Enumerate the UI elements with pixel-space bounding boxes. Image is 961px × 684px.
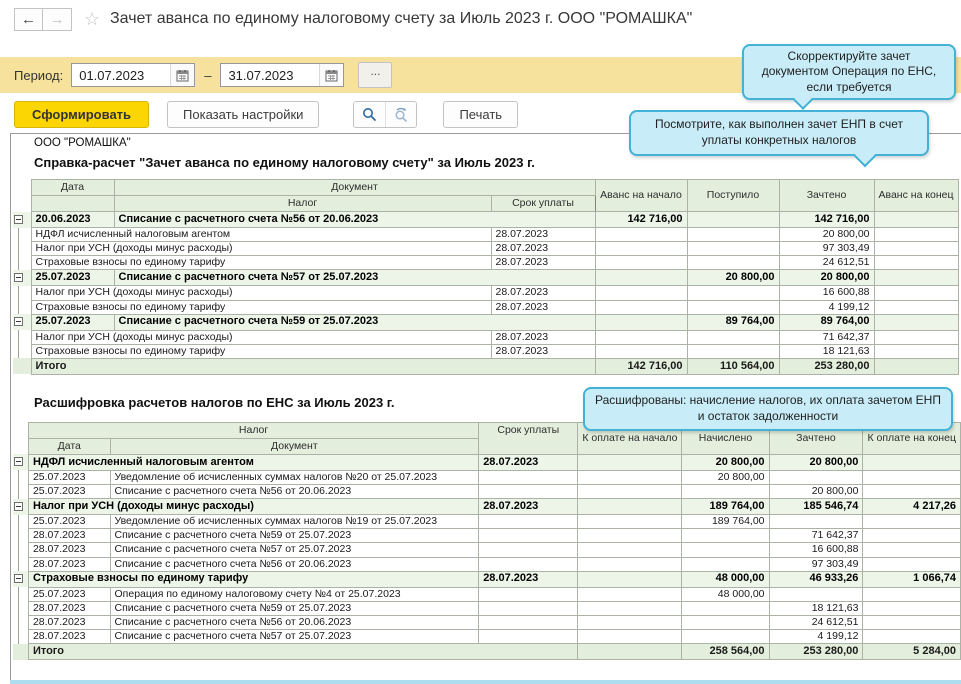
cell-value: 185 546,74 bbox=[769, 499, 863, 515]
collapse-group-icon[interactable] bbox=[14, 273, 23, 282]
cell-value bbox=[874, 270, 958, 286]
cell-value bbox=[682, 543, 769, 557]
bottom-scroll-strip[interactable] bbox=[10, 680, 961, 684]
cell-value bbox=[578, 485, 682, 499]
cell-value bbox=[874, 330, 958, 344]
collapse-group-icon[interactable] bbox=[14, 502, 23, 511]
cell-due: 28.07.2023 bbox=[479, 454, 578, 470]
nav-buttons bbox=[14, 8, 72, 31]
report-title-2: Расшифровка расчетов налогов по ЕНС за Июль 2023 г. bbox=[34, 394, 395, 410]
cell-value bbox=[682, 529, 769, 543]
cell-value bbox=[682, 485, 769, 499]
period-label: Период: bbox=[14, 67, 64, 83]
cell-value bbox=[578, 601, 682, 615]
cell-value: 24 612,51 bbox=[769, 615, 863, 629]
cell-value bbox=[595, 228, 687, 242]
cell-value bbox=[578, 529, 682, 543]
cell-value: 48 000,00 bbox=[682, 587, 769, 601]
cell-value bbox=[769, 470, 863, 484]
detail-row bbox=[13, 529, 961, 543]
cell-value: 18 121,63 bbox=[769, 601, 863, 615]
detail-row bbox=[13, 228, 958, 242]
cell-value: 142 716,00 bbox=[595, 358, 687, 374]
cell-value: 20 800,00 bbox=[779, 228, 874, 242]
search-icon[interactable] bbox=[354, 102, 385, 127]
cell-value bbox=[595, 344, 687, 358]
cell-date: 25.07.2023 bbox=[28, 587, 110, 601]
cell-due bbox=[479, 529, 578, 543]
total-row bbox=[13, 644, 961, 660]
cell-value bbox=[578, 587, 682, 601]
group-row bbox=[13, 212, 958, 228]
cell-value bbox=[863, 557, 961, 571]
cell-date: 25.07.2023 bbox=[31, 270, 114, 286]
cell-date: 28.07.2023 bbox=[28, 557, 110, 571]
cell-due bbox=[479, 630, 578, 644]
cell-value: 97 303,49 bbox=[769, 557, 863, 571]
cell-tax: Налог при УСН (доходы минус расходы) bbox=[31, 286, 491, 300]
cell-due bbox=[479, 543, 578, 557]
cell-value bbox=[769, 515, 863, 529]
detail-row bbox=[13, 286, 958, 300]
column-header: Документ bbox=[114, 180, 595, 196]
detail-row bbox=[13, 515, 961, 529]
cell-value bbox=[687, 286, 779, 300]
cell-value bbox=[595, 330, 687, 344]
group-row bbox=[13, 499, 961, 515]
cell-value bbox=[578, 571, 682, 587]
cell-value: 5 284,00 bbox=[863, 644, 961, 660]
cell-date: 28.07.2023 bbox=[28, 543, 110, 557]
cell-document: Списание с расчетного счета №59 от 25.07.2023 bbox=[110, 601, 479, 615]
cell-document: Списание с расчетного счета №56 от 20.06.2023 bbox=[110, 557, 479, 571]
report-title-1: Справка-расчет "Зачет аванса по единому налоговому счету" за Июль 2023 г. bbox=[34, 155, 535, 170]
cell-value bbox=[863, 601, 961, 615]
total-label: Итого bbox=[28, 644, 577, 660]
calendar-icon[interactable] bbox=[170, 64, 194, 86]
detail-row bbox=[13, 543, 961, 557]
cell-value: 20 800,00 bbox=[769, 454, 863, 470]
cell-due: 28.07.2023 bbox=[491, 286, 595, 300]
cell-value: 18 121,63 bbox=[779, 344, 874, 358]
search-button-group bbox=[353, 101, 417, 128]
report-org-name: ООО "РОМАШКА" bbox=[34, 137, 131, 149]
cell-document: Списание с расчетного счета №57 от 25.07.2023 bbox=[114, 270, 595, 286]
cell-value: 97 303,49 bbox=[779, 242, 874, 256]
tooltip-callout-decoded bbox=[583, 387, 953, 431]
cell-document: Списание с расчетного счета №59 от 25.07.2023 bbox=[110, 529, 479, 543]
back-icon[interactable]: ← bbox=[14, 8, 43, 31]
cell-value bbox=[682, 615, 769, 629]
cell-value bbox=[863, 529, 961, 543]
cell-due: 28.07.2023 bbox=[491, 344, 595, 358]
detail-row bbox=[13, 300, 958, 314]
cell-value bbox=[578, 499, 682, 515]
cell-value bbox=[687, 242, 779, 256]
collapse-group-icon[interactable] bbox=[14, 215, 23, 224]
column-header: Документ bbox=[110, 438, 479, 454]
detail-row bbox=[13, 601, 961, 615]
cell-value: 71 642,37 bbox=[779, 330, 874, 344]
cell-document: Уведомление об исчисленных суммах налогов №20 от 25.07.2023 bbox=[110, 470, 479, 484]
detail-row bbox=[13, 242, 958, 256]
group-row bbox=[13, 571, 961, 587]
collapse-group-icon[interactable] bbox=[14, 574, 23, 583]
column-header: Зачтено bbox=[779, 180, 874, 212]
cell-due: 28.07.2023 bbox=[491, 242, 595, 256]
cell-value bbox=[682, 601, 769, 615]
cell-value: 142 716,00 bbox=[779, 212, 874, 228]
cell-value: 253 280,00 bbox=[779, 358, 874, 374]
cell-tax: Налог при УСН (доходы минус расходы) bbox=[28, 499, 478, 515]
search-refresh-icon[interactable] bbox=[385, 102, 416, 127]
cell-value bbox=[578, 630, 682, 644]
cell-value bbox=[863, 615, 961, 629]
detail-row bbox=[13, 485, 961, 499]
cell-date: 20.06.2023 bbox=[31, 212, 114, 228]
detail-row bbox=[13, 256, 958, 270]
cell-value bbox=[595, 300, 687, 314]
cell-tax: Налог при УСН (доходы минус расходы) bbox=[31, 242, 491, 256]
cell-value: 71 642,37 bbox=[769, 529, 863, 543]
cell-value bbox=[578, 454, 682, 470]
favorite-star-icon[interactable]: ☆ bbox=[84, 9, 101, 29]
show-settings-button[interactable]: Показать настройки bbox=[167, 101, 319, 128]
page-title: Зачет аванса по единому налоговому счету за Июль 2023 г. ООО "РОМАШКА" bbox=[110, 10, 693, 27]
tooltip-callout-look bbox=[629, 110, 929, 156]
cell-value: 189 764,00 bbox=[682, 499, 769, 515]
cell-value bbox=[578, 644, 682, 660]
cell-value bbox=[682, 630, 769, 644]
column-header: Аванс на начало bbox=[595, 180, 687, 212]
group-row bbox=[13, 454, 961, 470]
calendar-icon[interactable] bbox=[319, 64, 343, 86]
detail-row bbox=[13, 630, 961, 644]
group-row bbox=[13, 314, 958, 330]
cell-value bbox=[687, 228, 779, 242]
column-header: Дата bbox=[31, 180, 114, 196]
generate-button[interactable]: Сформировать bbox=[14, 101, 149, 128]
column-header: Налог bbox=[114, 196, 491, 212]
cell-value bbox=[595, 270, 687, 286]
cell-due: 28.07.2023 bbox=[479, 571, 578, 587]
cell-value bbox=[874, 300, 958, 314]
cell-value bbox=[863, 587, 961, 601]
cell-value bbox=[687, 256, 779, 270]
cell-value: 258 564,00 bbox=[682, 644, 769, 660]
cell-due: 28.07.2023 bbox=[491, 228, 595, 242]
column-header: Срок уплаты bbox=[491, 196, 595, 212]
cell-value bbox=[595, 286, 687, 300]
cell-value bbox=[863, 470, 961, 484]
cell-due bbox=[479, 470, 578, 484]
cell-tax: НДФЛ исчисленный налоговым агентом bbox=[31, 228, 491, 242]
cell-value bbox=[863, 485, 961, 499]
cell-value: 24 612,51 bbox=[779, 256, 874, 270]
forward-icon[interactable]: → bbox=[43, 8, 72, 31]
cell-document: Списание с расчетного счета №57 от 25.07.2023 bbox=[110, 543, 479, 557]
cell-date: 28.07.2023 bbox=[28, 615, 110, 629]
cell-value bbox=[687, 344, 779, 358]
cell-document: Списание с расчетного счета №59 от 25.07.2023 bbox=[114, 314, 595, 330]
column-header: Зачтено bbox=[769, 422, 863, 454]
cell-value bbox=[863, 630, 961, 644]
cell-value: 16 600,88 bbox=[779, 286, 874, 300]
detail-row bbox=[13, 470, 961, 484]
cell-document: Списание с расчетного счета №56 от 20.06.2023 bbox=[110, 485, 479, 499]
cell-value: 46 933,26 bbox=[769, 571, 863, 587]
cell-value: 20 800,00 bbox=[687, 270, 779, 286]
column-header: К оплате на начало bbox=[578, 422, 682, 454]
cell-value: 20 800,00 bbox=[769, 485, 863, 499]
toolbar bbox=[14, 101, 518, 128]
cell-value bbox=[874, 256, 958, 270]
detail-row bbox=[13, 615, 961, 629]
cell-date: 28.07.2023 bbox=[28, 630, 110, 644]
cell-value bbox=[578, 557, 682, 571]
tooltip-text: Скорректируйте зачет документом Операция по ЕНС, если требуется bbox=[761, 48, 937, 94]
tooltip-text: Расшифрованы: начисление налогов, их оплата зачетом ЕНП и остаток задолженности bbox=[595, 393, 941, 423]
cell-value bbox=[687, 212, 779, 228]
cell-value bbox=[863, 515, 961, 529]
cell-value: 4 199,12 bbox=[779, 300, 874, 314]
column-header: Срок уплаты bbox=[479, 422, 578, 454]
cell-value bbox=[874, 242, 958, 256]
group-row bbox=[13, 270, 958, 286]
cell-value bbox=[863, 543, 961, 557]
cell-value bbox=[687, 330, 779, 344]
column-header: Дата bbox=[28, 438, 110, 454]
cell-value bbox=[578, 470, 682, 484]
cell-value bbox=[595, 256, 687, 270]
cell-document: Уведомление об исчисленных суммах налогов №19 от 25.07.2023 bbox=[110, 515, 479, 529]
print-button[interactable]: Печать bbox=[443, 101, 518, 128]
cell-value bbox=[578, 543, 682, 557]
cell-due bbox=[479, 557, 578, 571]
cell-date: 25.07.2023 bbox=[28, 485, 110, 499]
cell-value: 189 764,00 bbox=[682, 515, 769, 529]
cell-date: 25.07.2023 bbox=[31, 314, 114, 330]
cell-value bbox=[874, 358, 958, 374]
total-label: Итого bbox=[31, 358, 595, 374]
period-more-button[interactable]: ... bbox=[358, 62, 392, 88]
cell-value: 48 000,00 bbox=[682, 571, 769, 587]
cell-value bbox=[578, 615, 682, 629]
cell-date: 25.07.2023 bbox=[28, 470, 110, 484]
cell-value: 142 716,00 bbox=[595, 212, 687, 228]
detail-row bbox=[13, 330, 958, 344]
cell-value: 89 764,00 bbox=[779, 314, 874, 330]
cell-value bbox=[874, 228, 958, 242]
cell-value bbox=[874, 212, 958, 228]
cell-tax: Страховые взносы по единому тарифу bbox=[31, 344, 491, 358]
cell-tax: Страховые взносы по единому тарифу bbox=[28, 571, 478, 587]
column-header: К оплате на конец bbox=[863, 422, 961, 454]
cell-due bbox=[479, 615, 578, 629]
cell-value: 110 564,00 bbox=[687, 358, 779, 374]
collapse-group-icon[interactable] bbox=[14, 317, 23, 326]
detail-row bbox=[13, 344, 958, 358]
cell-value bbox=[863, 454, 961, 470]
column-header: Налог bbox=[28, 422, 478, 438]
cell-due: 28.07.2023 bbox=[491, 256, 595, 270]
cell-tax: Страховые взносы по единому тарифу bbox=[31, 256, 491, 270]
cell-date: 28.07.2023 bbox=[28, 601, 110, 615]
column-header: Аванс на конец bbox=[874, 180, 958, 212]
cell-value: 20 800,00 bbox=[682, 470, 769, 484]
cell-document: Списание с расчетного счета №56 от 20.06.2023 bbox=[114, 212, 595, 228]
cell-value bbox=[874, 314, 958, 330]
cell-due bbox=[479, 601, 578, 615]
detail-row bbox=[13, 557, 961, 571]
cell-value: 16 600,88 bbox=[769, 543, 863, 557]
cell-due: 28.07.2023 bbox=[479, 499, 578, 515]
cell-value bbox=[682, 557, 769, 571]
cell-tax: Налог при УСН (доходы минус расходы) bbox=[31, 330, 491, 344]
cell-due bbox=[479, 485, 578, 499]
cell-value: 1 066,74 bbox=[863, 571, 961, 587]
cell-value bbox=[595, 242, 687, 256]
cell-document: Операция по единому налоговому счету №4 от 25.07.2023 bbox=[110, 587, 479, 601]
cell-value: 20 800,00 bbox=[779, 270, 874, 286]
cell-document: Списание с расчетного счета №56 от 20.06.2023 bbox=[110, 615, 479, 629]
cell-due: 28.07.2023 bbox=[491, 300, 595, 314]
cell-due bbox=[479, 587, 578, 601]
total-row bbox=[13, 358, 958, 374]
cell-date: 25.07.2023 bbox=[28, 515, 110, 529]
tooltip-callout-adjust bbox=[742, 44, 956, 100]
cell-value bbox=[874, 286, 958, 300]
tax-decode-table bbox=[13, 422, 961, 660]
tooltip-text: Посмотрите, как выполнен зачет ЕНП в счет уплаты конкретных налогов bbox=[655, 117, 903, 147]
period-dash: – bbox=[204, 67, 212, 83]
cell-tax: Страховые взносы по единому тарифу bbox=[31, 300, 491, 314]
advance-offset-table bbox=[13, 179, 961, 375]
cell-value bbox=[595, 314, 687, 330]
collapse-group-icon[interactable] bbox=[14, 457, 23, 466]
cell-value: 4 199,12 bbox=[769, 630, 863, 644]
column-header: Поступило bbox=[687, 180, 779, 212]
cell-document: Списание с расчетного счета №57 от 25.07.2023 bbox=[110, 630, 479, 644]
cell-value: 89 764,00 bbox=[687, 314, 779, 330]
cell-date: 28.07.2023 bbox=[28, 529, 110, 543]
cell-value: 4 217,26 bbox=[863, 499, 961, 515]
column-header: Начислено bbox=[682, 422, 769, 454]
cell-value bbox=[874, 344, 958, 358]
cell-due bbox=[479, 515, 578, 529]
cell-value bbox=[578, 515, 682, 529]
cell-value bbox=[687, 300, 779, 314]
cell-value bbox=[769, 587, 863, 601]
cell-value: 253 280,00 bbox=[769, 644, 863, 660]
cell-tax: НДФЛ исчисленный налоговым агентом bbox=[28, 454, 478, 470]
cell-due: 28.07.2023 bbox=[491, 330, 595, 344]
detail-row bbox=[13, 587, 961, 601]
cell-value: 20 800,00 bbox=[682, 454, 769, 470]
